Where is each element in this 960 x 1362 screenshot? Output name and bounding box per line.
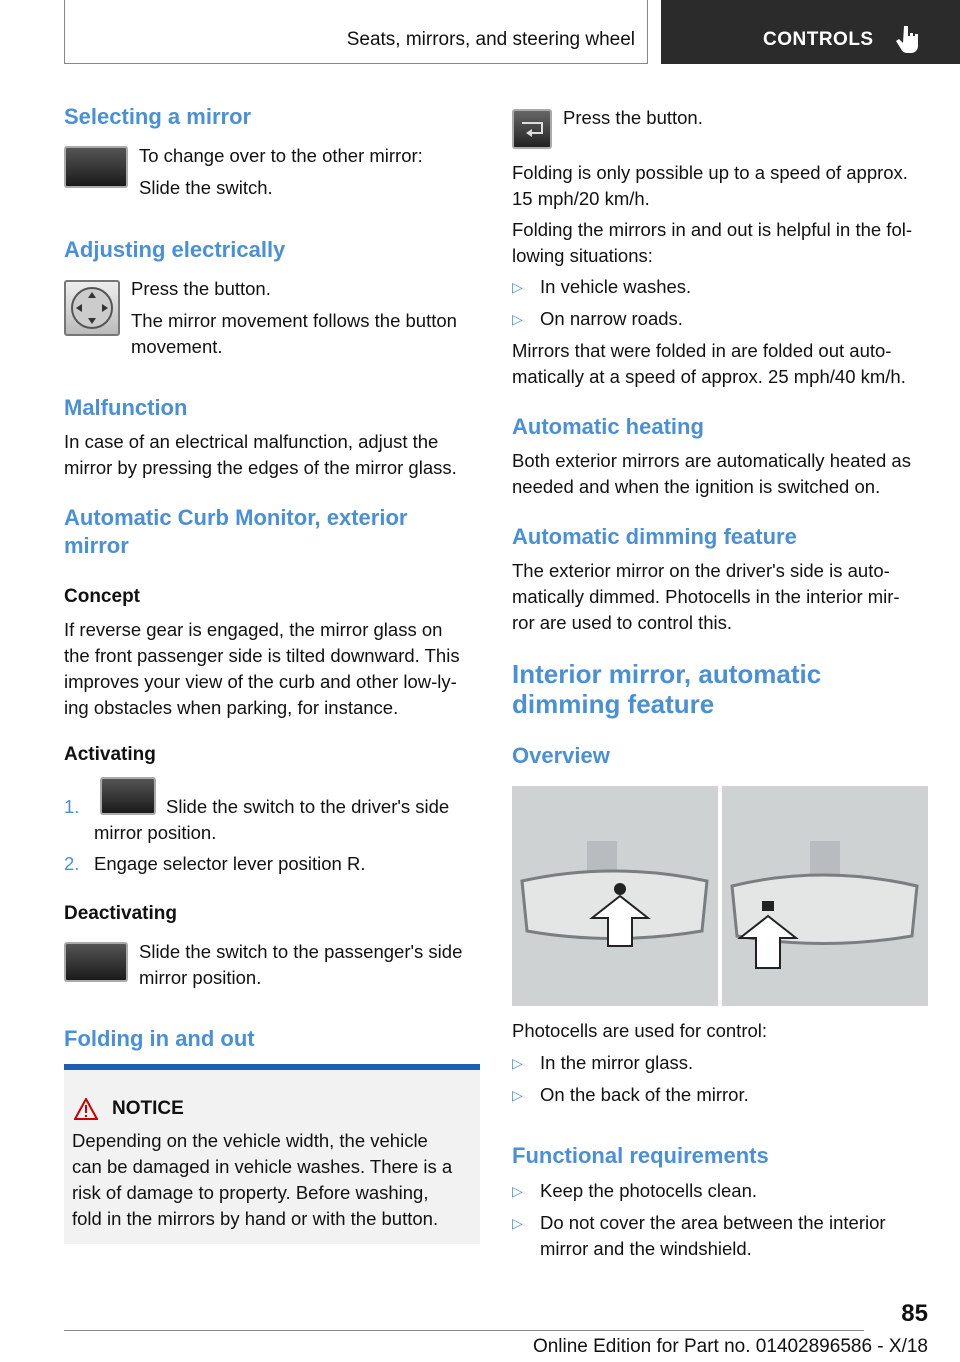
- hand-pointer-icon: [895, 24, 921, 54]
- step-1-number: 1.: [64, 796, 80, 817]
- interior-mirror-heading-2: dimming feature: [512, 689, 715, 719]
- fold-text-5: Mirrors that were folded in are folded out auto‐: [512, 340, 892, 361]
- fold-button-image: [512, 109, 552, 149]
- heating-text-2: needed and when the ignition is switched on.: [512, 476, 881, 497]
- dimming-text-1: The exterior mirror on the driver's side is auto‐: [512, 560, 890, 581]
- fold-text-4: lowing situations:: [512, 245, 653, 266]
- concept-text-1: If reverse gear is engaged, the mirror glass on: [64, 619, 443, 640]
- header-section-title: Seats, mirrors, and steering wheel: [346, 29, 635, 50]
- notice-text-3: risk of damage to property. Before washing,: [72, 1182, 429, 1203]
- photocells-intro: Photocells are used for control:: [512, 1020, 768, 1041]
- switch-passenger-image: [64, 942, 128, 982]
- header-chapter-title: CONTROLS: [763, 29, 874, 50]
- concept-heading: Concept: [64, 586, 140, 607]
- direction-pad-image: [64, 280, 120, 336]
- heating-heading: Automatic heating: [512, 414, 704, 439]
- folding-heading: Folding in and out: [64, 1026, 255, 1051]
- concept-text-4: ing obstacles when parking, for instance.: [64, 697, 399, 718]
- dimming-heading: Automatic dimming feature: [512, 524, 797, 549]
- notice-text-2: can be damaged in vehicle washes. There is a: [72, 1156, 453, 1177]
- press-button-text: Press the button.: [563, 107, 703, 128]
- heating-text-1: Both exterior mirrors are automatically heated as: [512, 450, 911, 471]
- deactivating-heading: Deactivating: [64, 903, 177, 924]
- malfunction-text-2: mirror by pressing the edges of the mirror glass.: [64, 457, 457, 478]
- malfunction-heading: Malfunction: [64, 395, 188, 420]
- switch-driver-image: [100, 777, 156, 815]
- adjust-text-2a: The mirror movement follows the button: [131, 310, 457, 331]
- selecting-text-2: Slide the switch.: [139, 177, 273, 198]
- bullet-roads-text: On narrow roads.: [540, 308, 683, 329]
- step-2-number: 2.: [64, 853, 80, 874]
- footer-edition: Online Edition for Part no. 01402896586 - X/18: [532, 1336, 928, 1357]
- bullet-washes-text: In vehicle washes.: [540, 276, 692, 297]
- curb-monitor-heading-2: mirror: [64, 533, 129, 558]
- bullet-back-text: On the back of the mirror.: [540, 1084, 749, 1105]
- selecting-text-1: To change over to the other mirror:: [139, 145, 423, 166]
- dimming-text-3: ror are used to control this.: [512, 612, 733, 633]
- interior-mirror-heading-1: Interior mirror, automatic: [512, 659, 822, 689]
- malfunction-text-1: In case of an electrical malfunction, adjust the: [64, 431, 439, 452]
- mirror-switch-image: [64, 146, 128, 188]
- bullet-clean-text: Keep the photocells clean.: [540, 1180, 758, 1201]
- fold-text-6: matically at a speed of approx. 25 mph/40 km/h.: [512, 366, 906, 387]
- warning-triangle-icon: [74, 1098, 98, 1120]
- direction-pad-icon: [66, 282, 118, 334]
- concept-text-3: improves your view of the curb and other low-ly‐: [64, 671, 457, 692]
- functional-requirements-heading: Functional requirements: [512, 1143, 769, 1168]
- header-chapter-tab: [661, 0, 960, 64]
- step-1-text-a: Slide the switch to the driver's side: [166, 796, 450, 817]
- step-1-text-b: mirror position.: [94, 822, 217, 843]
- fold-text-3: Folding the mirrors in and out is helpful in the fol‐: [512, 219, 913, 240]
- activating-heading: Activating: [64, 744, 156, 765]
- dimming-text-2: matically dimmed. Photocells in the interior mir‐: [512, 586, 900, 607]
- bullet-cover-text-b: mirror and the windshield.: [540, 1238, 752, 1259]
- step-2-text: Engage selector lever position R.: [94, 853, 366, 874]
- footer-divider: [64, 1330, 864, 1331]
- fold-text-2: 15 mph/20 km/h.: [512, 188, 650, 209]
- adjust-text-1: Press the button.: [131, 278, 271, 299]
- interior-mirror-illustration: [512, 786, 928, 1006]
- adjusting-heading: Adjusting electrically: [64, 237, 286, 262]
- fold-text-1: Folding is only possible up to a speed of approx.: [512, 162, 908, 183]
- page-number: 85: [901, 1300, 928, 1327]
- adjust-text-2b: movement.: [131, 336, 223, 357]
- fold-mirror-icon: [514, 111, 550, 147]
- deactivating-text-2: mirror position.: [139, 967, 262, 988]
- notice-box: [64, 1064, 480, 1244]
- selecting-mirror-heading: Selecting a mirror: [64, 104, 252, 129]
- bullet-cover-text-a: Do not cover the area between the interior: [540, 1212, 886, 1233]
- overview-heading: Overview: [512, 743, 610, 768]
- mirror-photocells-image: [512, 786, 928, 1006]
- bullet-glass-text: In the mirror glass.: [540, 1052, 694, 1073]
- concept-text-2: the front passenger side is tilted downward. This: [64, 645, 460, 666]
- notice-title: NOTICE: [112, 1098, 184, 1119]
- curb-monitor-heading-1: Automatic Curb Monitor, exterior: [64, 505, 408, 530]
- deactivating-text-1: Slide the switch to the passenger's side: [139, 941, 463, 962]
- notice-text-1: Depending on the vehicle width, the vehicle: [72, 1130, 428, 1151]
- notice-text-4: fold in the mirrors by hand or with the button.: [72, 1208, 439, 1229]
- header-section-tab: [64, 0, 648, 64]
